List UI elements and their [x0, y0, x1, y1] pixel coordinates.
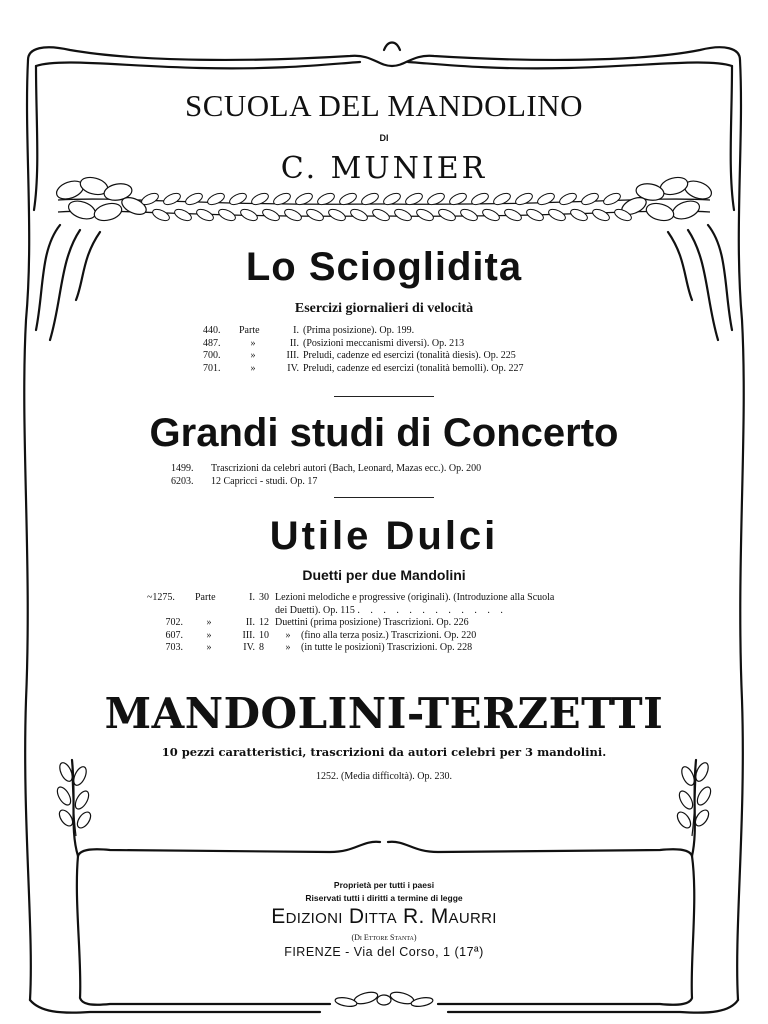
catalog-row: [147, 642, 554, 655]
catalog-desc: (fino alla terza posiz.) Trascrizioni. Op. 220: [301, 629, 477, 641]
author-name: C. MUNIER: [280, 151, 488, 186]
laurel-leaf-icon: [536, 191, 556, 207]
catalog-item-terzetti: 1252. (Media difficoltà). Op. 230.: [316, 771, 452, 782]
catalog-list-grandi-studi: [171, 463, 481, 488]
catalog-ditto: »: [285, 642, 291, 653]
school-title: SCUOLA DEL MANDOLINO: [184, 88, 584, 123]
publisher-name: Edizioni Ditta R. Maurri: [271, 905, 497, 928]
laurel-leaf-icon: [547, 207, 567, 223]
laurel-leaf-icon: [327, 207, 347, 223]
catalog-desc: (Posizioni meccanismi diversi). Op. 213: [303, 337, 465, 349]
catalog-roman: II.: [245, 617, 255, 628]
catalog-part: »: [250, 350, 256, 361]
catalog-desc: Duettini (prima posizione) Trascrizioni. Op. 226: [275, 617, 469, 628]
laurel-leaf-icon: [415, 207, 435, 223]
publisher-address: FIRENZE - Via del Corso, 1 (17ª): [284, 945, 484, 959]
catalog-count: 8: [259, 642, 264, 653]
laurel-leaf-icon: [184, 191, 204, 207]
catalog-row: [203, 325, 523, 338]
catalog-row: [203, 350, 523, 363]
catalog-row: [171, 463, 481, 476]
laurel-leaf-icon: [470, 191, 490, 207]
laurel-leaf-icon: [602, 191, 622, 207]
catalog-desc: (in tutte le posizioni) Trascrizioni. Op. 228: [301, 642, 473, 653]
laurel-leaf-icon: [503, 207, 523, 223]
laurel-leaf-icon: [195, 207, 215, 223]
section-title-terzetti: MANDOLINI-TERZETTI: [104, 689, 664, 738]
laurel-leaf-icon: [492, 191, 512, 207]
laurel-leaf-icon: [349, 207, 369, 223]
laurel-leaf-icon: [140, 191, 160, 207]
catalog-number: 440.: [203, 325, 221, 336]
laurel-leaf-icon: [558, 191, 578, 207]
catalog-list-utile-dulci: [147, 592, 554, 655]
catalog-number: 1499.: [171, 463, 194, 474]
catalog-number: 700.: [203, 350, 221, 361]
laurel-leaf-icon: [283, 207, 303, 223]
catalog-row: [147, 630, 554, 643]
catalog-number: 607.: [165, 629, 183, 641]
catalog-count: 30: [259, 592, 269, 603]
catalog-number: 701.: [203, 362, 221, 374]
catalog-number: 6203.: [171, 475, 194, 487]
catalog-roman: IV.: [287, 362, 299, 374]
laurel-leaf-icon: [173, 207, 193, 223]
catalog-count: 10: [259, 629, 269, 641]
divider-rule: [334, 497, 434, 498]
catalog-roman: II.: [289, 337, 299, 349]
divider-rule: [334, 396, 434, 397]
catalog-roman: IV.: [243, 642, 255, 653]
section-title-scioglidita: Lo Scioglidita: [245, 245, 523, 289]
publisher-owner: (Di Ettore Stanta): [351, 933, 417, 942]
section-title-grandi-studi: Grandi studi di Concerto: [149, 411, 619, 455]
laurel-leaf-icon: [206, 191, 226, 207]
laurel-leaf-icon: [217, 207, 237, 223]
catalog-ditto: »: [285, 629, 291, 641]
laurel-leaf-icon: [228, 191, 248, 207]
catalog-desc: Trascrizioni da celebri autori (Bach, Leonard, Mazas ecc.). Op. 200: [211, 463, 482, 474]
catalog-row: [203, 363, 523, 376]
catalog-desc: (Prima posizione). Op. 199.: [303, 325, 415, 336]
catalog-number: 703.: [165, 642, 183, 653]
laurel-leaf-icon: [481, 207, 501, 223]
catalog-number: 702.: [165, 617, 183, 628]
laurel-leaf-icon: [151, 207, 171, 223]
catalog-number: 487.: [203, 337, 221, 349]
laurel-leaf-icon: [305, 207, 325, 223]
catalog-count: 12: [259, 617, 269, 628]
catalog-row: [171, 476, 481, 489]
catalog-row: [147, 592, 554, 605]
section-subtitle-utile-dulci: Duetti per due Mandolini: [302, 567, 466, 583]
catalog-part: »: [206, 642, 212, 653]
laurel-leaf-icon: [261, 207, 281, 223]
di-label: DI: [379, 133, 389, 143]
catalog-list-scioglidita: [203, 325, 523, 375]
catalog-part: »: [206, 617, 212, 628]
laurel-leaf-icon: [514, 191, 534, 207]
catalog-row: [147, 617, 554, 630]
catalog-desc: 12 Capricci - studi. Op. 17: [211, 475, 318, 487]
catalog-roman: III.: [242, 629, 255, 641]
bottom-ornament-icon: [334, 990, 433, 1008]
catalog-desc: dei Duetti). Op. 115: [275, 604, 355, 616]
catalog-part: Parte: [195, 592, 216, 603]
catalog-row: [147, 605, 554, 618]
catalog-part: Parte: [239, 325, 260, 336]
catalog-row: [203, 338, 523, 351]
catalog-roman: III.: [286, 350, 299, 361]
catalog-part: »: [250, 337, 256, 349]
catalog-roman: I.: [249, 592, 255, 603]
catalog-number: ~1275.: [147, 592, 175, 603]
catalog-part: »: [206, 629, 212, 641]
section-title-utile-dulci: Utile Dulci: [269, 514, 499, 558]
section-subtitle-scioglidita: Esercizi giornalieri di velocità: [294, 301, 474, 316]
section-subtitle-terzetti: 10 pezzi caratteristici, trascrizioni da autori celebri per 3 mandolini.: [161, 745, 607, 759]
laurel-leaf-icon: [393, 207, 413, 223]
catalog-desc: Preludi, cadenze ed esercizi (tonalità diesis). Op. 225: [303, 350, 516, 361]
laurel-leaf-icon: [250, 191, 270, 207]
laurel-leaf-icon: [162, 191, 182, 207]
catalog-roman: I.: [293, 325, 299, 336]
laurel-leaf-icon: [569, 207, 589, 223]
laurel-leaf-icon: [525, 207, 545, 223]
rights-line-2: Riservati tutti i diritti a termine di legge: [305, 893, 463, 903]
laurel-leaf-icon: [371, 207, 391, 223]
laurel-leaf-icon: [591, 207, 611, 223]
laurel-leaf-icon: [239, 207, 259, 223]
catalog-desc: Lezioni melodiche e progressive (originali). (Introduzione alla Scuola: [275, 592, 555, 603]
laurel-leaf-icon: [437, 207, 457, 223]
rights-line-1: Proprietà per tutti i paesi: [333, 880, 435, 890]
catalog-leader-dots: . . . . . . . . . . . .: [357, 604, 507, 616]
catalog-desc: Preludi, cadenze ed esercizi (tonalità bemolli). Op. 227: [303, 362, 524, 374]
laurel-leaf-icon: [459, 207, 479, 223]
laurel-leaf-icon: [580, 191, 600, 207]
catalog-part: »: [250, 362, 256, 374]
